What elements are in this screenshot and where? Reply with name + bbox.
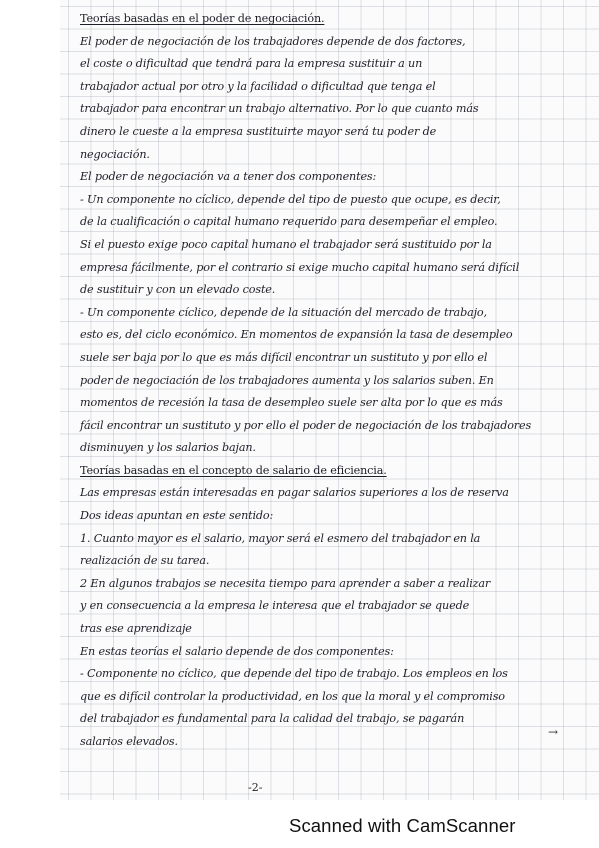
note-line: Si el puesto exige poco capital humano el trabajador será sustituido por la bbox=[80, 237, 492, 251]
note-line: disminuyen y los salarios bajan. bbox=[80, 441, 256, 455]
note-line: Teorías basadas en el concepto de salario de eficiencia. bbox=[80, 463, 387, 477]
note-line: esto es, del ciclo económico. En momentos de expansión la tasa de desempleo bbox=[80, 328, 513, 342]
page-number: -2- bbox=[248, 781, 263, 794]
note-line: empresa fácilmente, por el contrario si exige mucho capital humano será difícil bbox=[80, 260, 520, 274]
note-line: En estas teorías el salario depende de dos componentes: bbox=[80, 644, 394, 658]
note-line: realización de su tarea. bbox=[80, 554, 210, 568]
note-line: 2 En algunos trabajos se necesita tiempo para aprender a saber a realizar bbox=[80, 576, 491, 590]
note-line: - Un componente cíclico, depende de la situación del mercado de trabajo, bbox=[80, 305, 487, 319]
note-line: que es difícil controlar la productividad, en los que la moral y el compromiso bbox=[80, 689, 505, 703]
note-line: trabajador actual por otro y la facilidad o dificultad que tenga el bbox=[80, 79, 436, 93]
note-line: Dos ideas apuntan en este sentido: bbox=[80, 509, 274, 523]
note-line: dinero le cueste a la empresa sustituirte mayor será tu poder de bbox=[80, 124, 437, 138]
note-line: Teorías basadas en el poder de negociación. bbox=[80, 12, 325, 25]
note-line: poder de negociación de los trabajadores aumenta y los salarios suben. En bbox=[80, 373, 494, 387]
note-line: y en consecuencia a la empresa le interesa que el trabajador se quede bbox=[80, 599, 470, 613]
note-line: Las empresas están interesadas en pagar salarios superiores a los de reserva bbox=[80, 486, 509, 500]
note-line: - Componente no cíclico, que depende del tipo de trabajo. Los empleos en los bbox=[80, 667, 508, 681]
handwritten-notes bbox=[80, 8, 576, 754]
note-line: del trabajador es fundamental para la calidad del trabajo, se pagarán bbox=[80, 712, 465, 726]
note-line: tras ese aprendizaje bbox=[80, 622, 192, 636]
note-line: - Un componente no cíclico, depende del tipo de puesto que ocupe, es decir, bbox=[80, 192, 501, 206]
note-line: fácil encontrar un sustituto y por ello el poder de negociación de los trabajadores bbox=[80, 418, 532, 432]
note-line: de la cualificación o capital humano requerido para desempeñar el empleo. bbox=[80, 215, 498, 229]
note-line: el coste o dificultad que tendrá para la empresa sustituir a un bbox=[80, 57, 423, 71]
note-line: momentos de recesión la tasa de desempleo suele ser alta por lo que es más bbox=[80, 396, 503, 410]
note-line: trabajador para encontrar un trabajo alternativo. Por lo que cuanto más bbox=[80, 102, 479, 116]
note-line: suele ser baja por lo que es más difícil encontrar un sustituto y por ello el bbox=[80, 350, 488, 364]
note-line: negociación. bbox=[80, 147, 150, 161]
note-line: 1. Cuanto mayor es el salario, mayor será el esmero del trabajador en la bbox=[80, 531, 481, 545]
note-line: de sustituir y con un elevado coste. bbox=[80, 283, 276, 297]
camscanner-watermark: Scanned with CamScanner bbox=[289, 815, 516, 836]
note-line: salarios elevados. bbox=[80, 735, 178, 748]
note-line: El poder de negociación va a tener dos componentes: bbox=[80, 170, 377, 184]
note-line: El poder de negociación de los trabajadores depende de dos factores, bbox=[80, 34, 466, 48]
continuation-arrow-icon: → bbox=[548, 725, 559, 739]
